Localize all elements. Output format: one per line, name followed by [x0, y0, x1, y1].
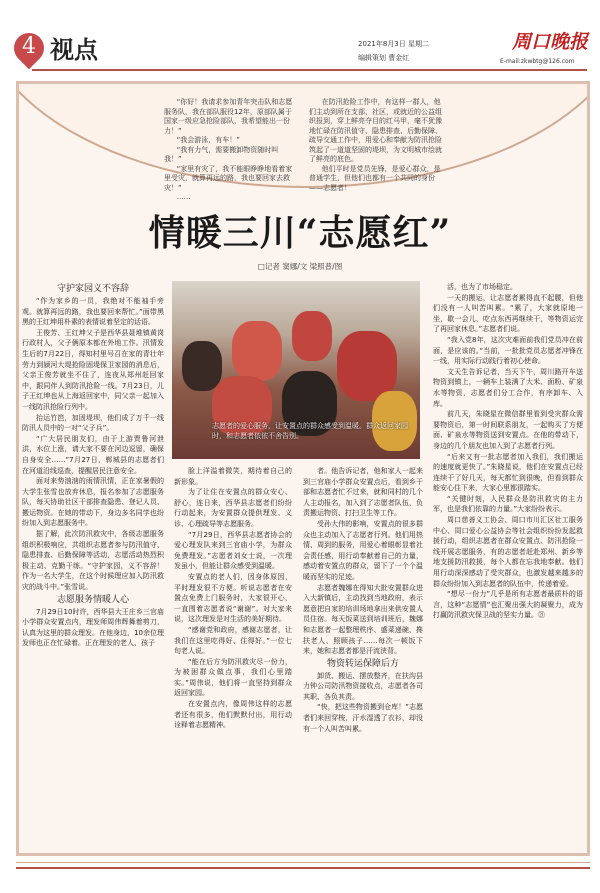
paragraph: 受孙大伟的影响，安置点的很多群众也主动加入了志愿者行列。他们用热情、周到的服务，用爱心着眼彰显着社会责任感，用行动奉献着自己的力量，感动着安置点的群众，留下了一个个温暖而坚实的足迹。	[303, 519, 423, 581]
paragraph: 安置点的老人们，因身体原因，平时理发很不方便。听说志愿者在安置点免费上门服务时，大家很开心，一直围着志愿者说“谢谢”。对大家来说，这次理发是对生活的美好期待。	[174, 572, 292, 624]
article-column-1	[22, 282, 164, 847]
volunteer-photo	[172, 281, 420, 459]
intro-left-column	[164, 98, 294, 203]
intro-paragraph: “家里有灾了，我不能眼睁睁地看着家里受灾，就算再远的路，我也要回家去救灾！”	[164, 164, 293, 192]
paragraph: 抬运竹笆，加固堤坝，他们成了万千一线防汛人员中的一对“父子兵”。	[22, 413, 164, 433]
paragraph: “作为家乡的一员，我绝对不能袖手旁观。就算再远的路，我也要回来帮忙。”面带黑黑的王红坤用朴素的表情说着坚定的话语。	[22, 297, 164, 327]
editor-credit: 编辑策划 曹金红	[358, 54, 410, 62]
intro-paragraph: 他们平时是党员先锋，是爱心群众，是普通学生，但他们也都有一个共同的身份——志愿者！	[309, 164, 441, 192]
paragraph: 王俊芳、王红坤父子是西华县聂堆镇黄岗行政村人，父子俩原本都在外地工作。汛情发生后的7月22日，得知村里号召在家的青壮年劳力到颍河大堤抢险固堤保卫家园的消息后，父亲王俊芳就坐不住了，连夜从郑州赶回家中，跟同伴人到防汛抢险一线。7月23日，儿子王红坤也从上海返回家中，同父亲一起加入一线防汛抢险行列中。	[22, 328, 164, 411]
intro-arc	[19, 84, 587, 188]
intro-paragraph: ……	[176, 193, 191, 201]
photo-caption: 志愿者的爱心服务，让安置点的群众感受到温暖。群众返回家园时，和志愿者依依不舍告别。	[212, 422, 408, 440]
header-divider	[32, 69, 587, 71]
paragraph: 活，也为了市场稳定。	[447, 283, 517, 291]
section-name: 视点	[50, 35, 98, 64]
paragraph: 7月29日10时许，西华县大王庄乡三官庙小学群众安置点内，理发师周伟辉舞着剪刀，认真为这里的群众理发。在他身边，10余位理发师也正在忙碌着。正在理发的老人、孩子	[22, 607, 164, 648]
paragraph: 者。他告诉记者，他和家人一起来到三官庙小学群众安置点后，看到乡干部和志愿者忙不过来，就和同村的几个人主动报名，加入到了志愿者队伍，负责搬运物资、打扫卫生等工作。	[303, 467, 423, 518]
issue-date: 2021年8月3日 星期二	[358, 40, 429, 48]
paragraph: 一天的搬运，让志愿者累得直不起腰，但他们没有一人叫苦叫累。“累了，大家就原地一坐，歇一会儿，吃点东西再继续干，等物资运完了再回家休息。”志愿者们说。	[433, 293, 583, 334]
paragraph: 志愿者魏娜在得知大批安置群众进入大新镇后，主动找到当地政府，表示愿意把自家的培训场地拿出来供安置人员住宿。每天饭菜送到培训班后，魏娜和志愿者一起整理秩序、盛菜递碗、搀扶老人、照顾孩子……每次一顿饭下来，她和志愿者都是汗流浃背。	[303, 583, 423, 656]
article-title: 情暖三川“志愿红”	[148, 212, 452, 254]
paragraph: 为了让住在安置点的群众安心、舒心，连日来，西华县志愿者们纷纷行动起来，为安置群众提供理发、义诊、心理疏导等志愿服务。	[174, 488, 292, 528]
paragraph: “7月29日，西华县志愿者协会的爱心理发队来到三官庙小学，为群众免费理发。”志愿者刘女士说，一次理发虽小，但能让群众感受到温暖。	[174, 530, 292, 571]
newspaper-logo: 周口晚报	[512, 31, 589, 53]
article-byline: □记者 窦娜/文 梁照普/图	[257, 262, 343, 271]
paragraph: 在安置点内，像周伟这样的志愿者还有很多，他们默默付出，用行动诠释着志愿精神。	[174, 700, 292, 730]
paragraph: “能在后方为防汛救灾尽一份力，为被困群众做点事，我们心里踏实。”周伟说，他们将一直坚持到群众返回家园。	[174, 657, 292, 698]
intro-paragraph: “你好！我请求参加青年突击队和志愿服务队，我在部队服役12年，原部队属于国家一级应急抢险部队，我希望能出一份力！”	[164, 98, 293, 135]
article-column-4	[433, 282, 583, 847]
paragraph: 脸上洋溢着微笑，期待着自己的新形象。	[174, 467, 292, 486]
article-column-3	[303, 466, 423, 847]
paragraph: 文天生告诉记者，当天下午，周川路开车送物资到镇上，一辆车上装满了大米、面粉、矿泉水等物资，志愿者们分工合作，有序卸车、入库。	[433, 367, 583, 408]
paragraph: 卸货、搬运、摆放整齐，在扶沟县力钟公司防汛物资接收点，志愿者各司其职、各负其责。	[303, 671, 423, 701]
intro-paragraph: 在防汛抢险工作中，有这样一群人，他们主动到所在支部、社区，或就近的公益组织报到，穿上鲜亮夺目的红马甲，毫不犹豫地忙碌在防汛值守、隐患排查、后勤保障、疏导交通工作中，用爱心和奉献为防汛抢险筑起了一道道坚固的堤坝，为文明城市绘就了鲜亮的底色。	[309, 98, 442, 163]
paragraph: “想尽一份力”几乎是所有志愿者最质朴的语言，这种“志愿情”也汇聚出强大的凝聚力，成为打赢防汛救灾保卫战的坚实力量。㉑	[433, 590, 583, 620]
footer-divider-red	[16, 867, 590, 869]
intro-paragraph: “我有力气，需要搬卸物资随时叫我！”	[164, 145, 279, 163]
paragraph: 前几天，朱晓星在微信群里看到受灾群众需要物资后，第一时间联系朋友，一起购买了方便面、矿泉水等物资送到安置点。在他的带动下，身边的几个朋友也加入到了志愿者行列。	[433, 410, 583, 450]
intro-paragraph: “我会游泳，有车！”	[176, 136, 240, 144]
contact-email: E-mail:zkwbtg@126.com	[500, 58, 575, 65]
footer-divider	[16, 862, 590, 863]
subheading: 守护家园义不容辞	[56, 284, 129, 294]
page-number: 4	[22, 34, 36, 59]
paragraph: “关键时刻，人民群众是防汛救灾的主力军，也是我们依靠的力量。”大家纷纷表示。	[433, 494, 583, 514]
subheading: 物资转运保障后方	[326, 658, 399, 669]
subheading: 志愿服务情暖人心	[56, 594, 129, 605]
paragraph: “感谢党和政府，感谢志愿者，让我们在这里吃得好、住得好。”一位七旬老人说。	[174, 625, 292, 656]
paragraph: “我入党8年，这次灾难面前我们党员冲在前面，是应该的。”当前，一批批党员志愿者冲锋在一线，用实际行动践行着初心使命。	[433, 335, 583, 366]
intro-right-column	[309, 98, 447, 193]
paragraph: “广大居民朋友们，由于上游贾鲁河泄洪，水位上涨，请大家不要在河边逗留，确保自身安全……”7月27日，郸城县的志愿者们在河道沿线巡查，提醒居民注意安全。	[22, 434, 164, 475]
paragraph: “快，把这些物资搬到仓库！”志愿者们来回穿梭，汗水湿透了衣衫，却没有一个人叫苦叫累。	[303, 703, 423, 733]
paragraph: 面对来势汹汹的雨情汛情，正在家暑假的大学生张雪也放弃休息，报名参加了志愿服务队，每天协助社区干部排查隐患、登记人员、搬运物资。在她的带动下，身边多名同学也纷纷加入到志愿服务中。	[22, 477, 164, 528]
paragraph: “后来又有一批志愿者加入我们，我们搬运的速度就更快了。”朱晓星说，他们在安置点已经连续干了好几天，每天都忙到很晚，但看到群众能安心住下来，大家心里都很踏实。	[433, 452, 583, 493]
article-column-2	[174, 466, 292, 847]
paragraph: 据了解，此次防汛救灾中，各级志愿服务组织积极响应，共组织志愿者参与防汛值守、隐患排查、后勤保障等活动，志愿活动热烈积极主动、克勤干练。“守护家园，义不容辞！作为一名大学生，在这个时候理应加入防汛救灾的战斗中。”张雪说。	[22, 530, 164, 592]
paragraph: 周口慈善义工协会、周口市川汇区社工服务中心、周口爱心公益协会等社会组织纷纷发起救援行动，组织志愿者在群众安置点、防汛抢险一线开展志愿服务，有的志愿者赶赴郑州、新乡等地支援防汛救援，每个人都在忘我地奉献。他们用行动深深感动了受灾群众，也激发越来越多的群众纷纷加入到志愿者的队伍中，传递着爱。	[433, 516, 583, 588]
